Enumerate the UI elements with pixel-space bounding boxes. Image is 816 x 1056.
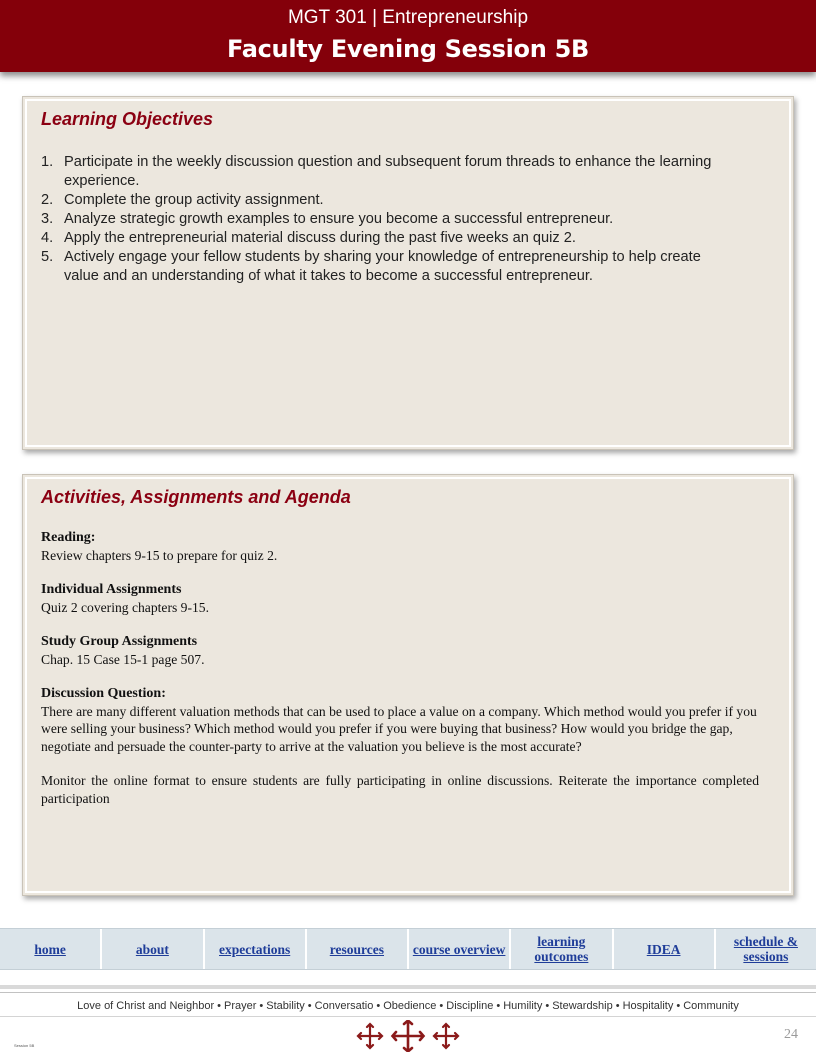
objective-item: 2. Complete the group activity assignment. xyxy=(41,192,324,208)
activities-panel xyxy=(22,474,794,896)
objective-item: 5. Actively engage your fellow students by sharing your knowledge of entrepreneurship to help create value and an understanding of what it takes to become a successful entrepreneur. xyxy=(41,249,701,284)
value-item: Hospitality xyxy=(622,1000,674,1012)
value-item: Obedience xyxy=(383,1000,437,1012)
objective-item: 3. Analyze strategic growth examples to ensure you become a successful entrepreneur. xyxy=(41,211,614,227)
nav-schedule-sessions-link[interactable]: schedule & sessions xyxy=(733,934,798,964)
discussion-question-title: Discussion Question: xyxy=(41,686,166,701)
footnote: Session 5B xyxy=(14,1043,35,1048)
reading-title: Reading: xyxy=(41,530,96,545)
value-item: Conversatio xyxy=(314,1000,374,1012)
nav-learning-outcomes-link[interactable]: learning outcomes xyxy=(511,929,613,969)
nav-home-link[interactable]: home xyxy=(0,929,102,969)
study-group-text: Chap. 15 Case 15-1 page 507. xyxy=(41,651,205,667)
crosses-logo xyxy=(356,1020,460,1052)
footer-divider-thin xyxy=(0,992,816,993)
nav-about-link[interactable]: about xyxy=(102,929,204,969)
nav-resources-link[interactable]: resources xyxy=(307,929,409,969)
objective-item: 1. Participate in the weekly discussion question and subsequent forum threads to enhance the learning experience. xyxy=(41,154,712,189)
reading-text: Review chapters 9-15 to prepare for quiz 2. xyxy=(41,547,278,563)
discussion-question-text: There are many different valuation methods that can be used to place a value on a company. Which method would you prefer if you were selling your business? Which method would you prefer if you were buying that business? How would you bridge the gap, negotiate and persuade the counter-party to arrive at the valuation you believe is the most accurate? xyxy=(41,703,757,754)
cross-icon xyxy=(358,1024,382,1048)
course-title: MGT 301 | Entrepreneurship xyxy=(287,7,529,28)
footer-divider xyxy=(0,985,816,989)
learning-objectives-heading: Learning Objectives xyxy=(41,109,214,129)
learning-objectives-panel xyxy=(22,96,794,450)
nav-expectations-link[interactable]: expectations xyxy=(205,929,307,969)
page-number: 24 xyxy=(784,1027,798,1042)
monitor-text: Monitor the online format to ensure students are fully participating in online discussions. Reiterate the importance completed participation xyxy=(41,773,759,806)
cross-icon xyxy=(393,1021,424,1052)
individual-assignments-title: Individual Assignments xyxy=(41,582,182,597)
nav-idea-link[interactable]: IDEA xyxy=(614,929,716,969)
nav-course-overview-link[interactable]: course overview xyxy=(409,929,511,969)
session-title: Faculty Evening Session 5B xyxy=(227,35,589,63)
activities-heading: Activities, Assignments and Agenda xyxy=(41,487,351,507)
objective-item: 4. Apply the entrepreneurial material discuss during the past five weeks an quiz 2. xyxy=(41,230,576,246)
value-item: Discipline xyxy=(446,1000,494,1012)
value-item: Community xyxy=(683,1000,739,1012)
value-item: Humility xyxy=(503,1000,543,1012)
value-item: Stewardship xyxy=(552,1000,613,1012)
bottom-navigation xyxy=(0,928,816,970)
footer-rule xyxy=(0,1016,816,1017)
agenda-content xyxy=(41,529,759,807)
cross-icon xyxy=(434,1024,458,1048)
study-group-title: Study Group Assignments xyxy=(41,634,198,649)
value-item: Stability xyxy=(266,1000,305,1012)
page-header xyxy=(0,0,816,72)
value-item: Love of Christ and Neighbor xyxy=(77,1000,215,1012)
objectives-list xyxy=(41,153,731,286)
individual-assignments-text: Quiz 2 covering chapters 9-15. xyxy=(41,599,209,615)
value-item: Prayer xyxy=(223,1000,257,1012)
values-line: Love of Christ and Neighbor • Prayer • Stability • Conversatio • Obedience • Discipline • Humility • Stewardship • Hospitality • Community xyxy=(77,1000,739,1012)
